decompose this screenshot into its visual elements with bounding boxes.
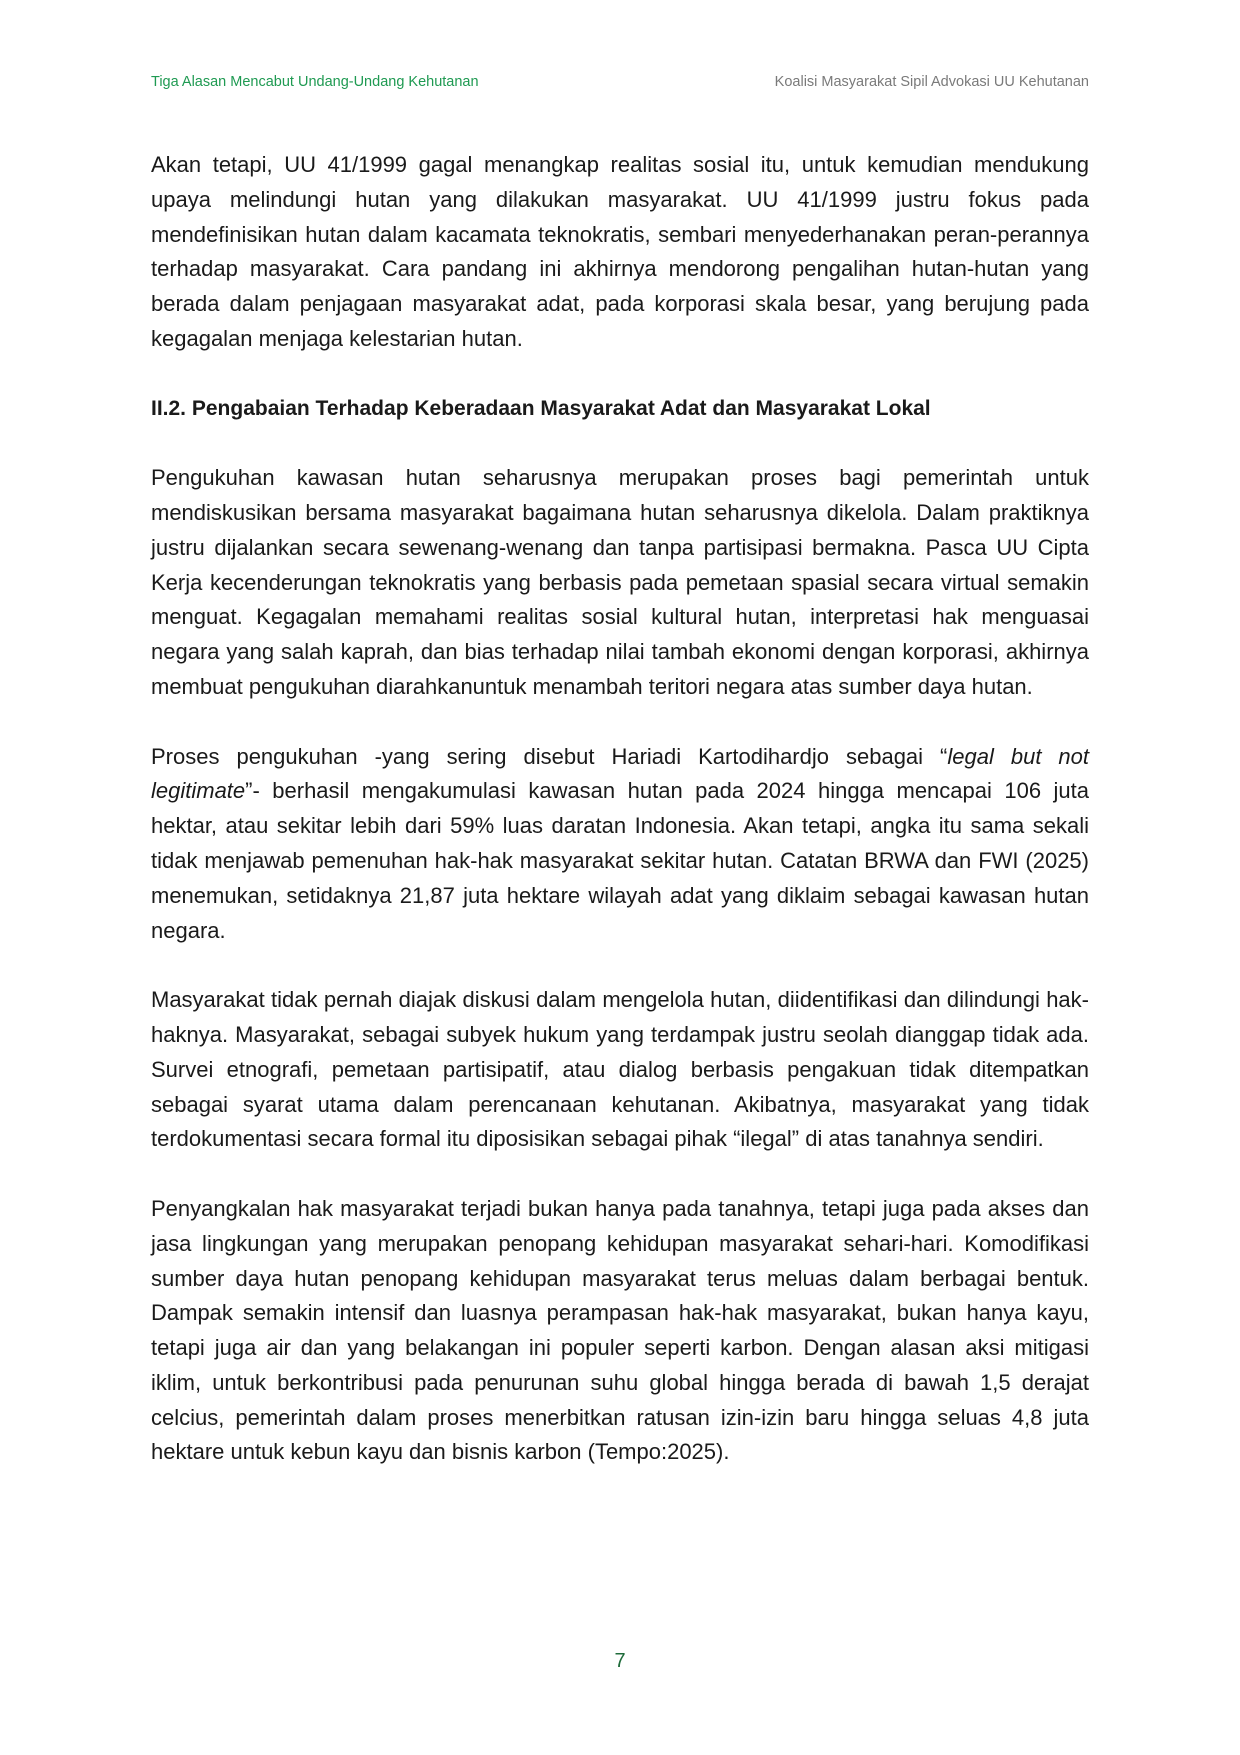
body-content — [151, 148, 1089, 1470]
paragraph-text-start: Proses pengukuhan -yang sering disebut Hariadi Kartodihardjo sebagai “ — [151, 743, 948, 769]
paragraph-penyangkalan-hak: Penyangkalan hak masyarakat terjadi bukan hanya pada tanahnya, tetapi juga pada akses dan jasa lingkungan yang merupakan penopang kehidupan masyarakat sehari-hari. Komodifikasi sumber daya hutan penopang kehidupan masyarakat terus meluas dalam berbagai bentuk. Dampak semakin intensif dan luasnya perampasan hak-hak masyarakat, bukan hanya kayu, tetapi juga air dan yang belakangan ini populer seperti karbon. Dengan alasan aksi mitigasi iklim, untuk berkontribusi pada penurunan suhu global hingga berada di bawah 1,5 derajat celcius, pemerintah dalam proses menerbitkan ratusan izin-izin baru hingga seluas 4,8 juta hektare untuk kebun kayu dan bisnis karbon (Tempo:2025). — [151, 1195, 1089, 1465]
paragraph-proses-pengukuhan — [151, 740, 1089, 949]
paragraph-masyarakat: Masyarakat tidak pernah diajak diskusi dalam mengelola hutan, diidentifikasi dan dilindungi hak-haknya. Masyarakat, sebagai subyek hukum yang terdampak justru seolah dianggap tidak ada. Survei etnografi, pemetaan partisipatif, atau dialog berbasis pengakuan tidak ditempatkan sebagai syarat utama dalam perencanaan kehutanan. Akibatnya, masyarakat yang tidak terdokumentasi secara formal itu diposisikan sebagai pihak “ilegal” di atas tanahnya sendiri. — [151, 987, 1089, 1152]
running-header-publisher: Koalisi Masyarakat Sipil Advokasi UU Kehutanan — [774, 74, 1089, 90]
paragraph-text-end: ”- berhasil mengakumulasi kawasan hutan pada 2024 hingga mencapai 106 juta hektar, atau sekitar lebih dari 59% luas daratan Indonesia. Akan tetapi, angka itu sama sekali tidak menjawab pemenuhan hak-hak masyarakat sekitar hutan. Catatan BRWA dan FWI (2025) menemukan, setidaknya 21,87 juta hektare wilayah adat yang diklaim sebagai kawasan hutan negara. — [151, 778, 1089, 943]
paragraph-pengukuhan: Pengukuhan kawasan hutan seharusnya merupakan proses bagi pemerintah untuk mendiskusikan bersama masyarakat bagaimana hutan seharusnya dikelola. Dalam praktiknya justru dijalankan secara sewenang-wenang dan tanpa partisipasi bermakna. Pasca UU Cipta Kerja kecenderungan teknokratis yang berbasis pada pemetaan spasial secara virtual semakin menguat. Kegagalan memahami realitas sosial kultural hutan, interpretasi hak menguasai negara yang salah kaprah, dan bias terhadap nilai tambah ekonomi dengan korporasi, akhirnya membuat pengukuhan diarahkanuntuk menambah teritori negara atas sumber daya hutan. — [151, 465, 1089, 699]
section-heading: II.2. Pengabaian Terhadap Keberadaan Masyarakat Adat dan Masyarakat Lokal — [151, 396, 931, 420]
page-number: 7 — [614, 1650, 626, 1672]
italic-quote: legal but not legitimate — [151, 743, 1090, 804]
paragraph-uu-41-1999: Akan tetapi, UU 41/1999 gagal menangkap realitas sosial itu, untuk kemudian mendukung upaya melindungi hutan yang dilakukan masyarakat. UU 41/1999 justru fokus pada mendefinisikan hutan dalam kacamata teknokratis, sembari menyederhanakan peran-perannya terhadap masyarakat. Cara pandang ini akhirnya mendorong pengalihan hutan-hutan yang berada dalam penjagaan masyarakat adat, pada korporasi skala besar, yang berujung pada kegagalan menjaga kelestarian hutan. — [151, 152, 1089, 351]
running-header-title: Tiga Alasan Mencabut Undang-Undang Kehutanan — [151, 74, 479, 90]
